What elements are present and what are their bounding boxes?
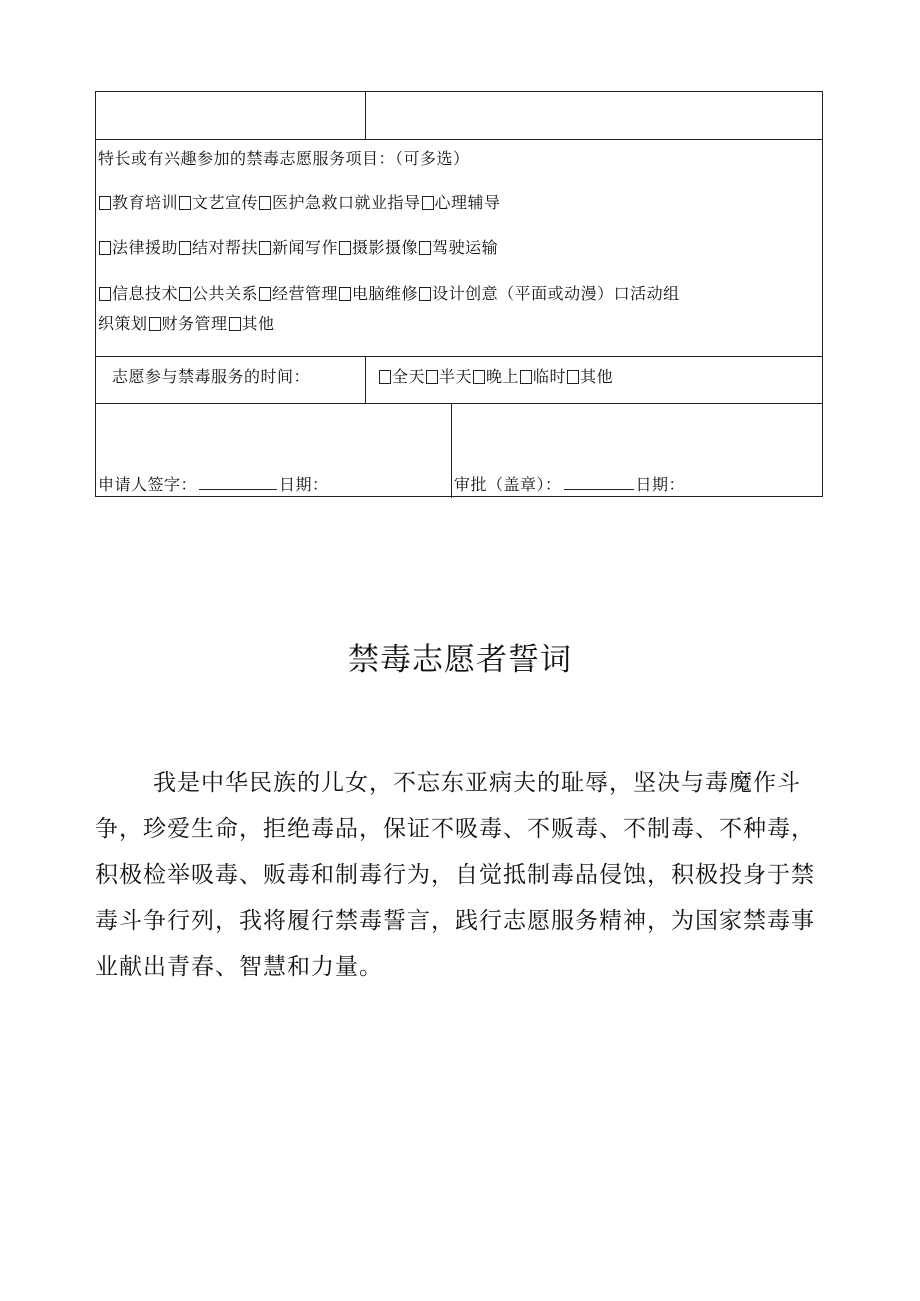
row-divider (96, 139, 822, 140)
option-label: 教育培训 (112, 193, 179, 212)
option-label: 财务管理 (161, 314, 228, 333)
checkbox[interactable] (419, 241, 431, 255)
checkbox[interactable] (179, 196, 191, 210)
option-label: 摄影摄像 (352, 238, 419, 257)
application-form-table (95, 91, 823, 497)
oath-title: 禁毒志愿者誓词 (348, 642, 572, 678)
interest-options-row-4 (98, 314, 275, 334)
checkbox[interactable] (179, 287, 191, 301)
option-label: 结对帮扶 (192, 238, 259, 257)
checkbox[interactable] (426, 370, 438, 384)
time-options (378, 367, 613, 387)
approval-date-label: 日期： (635, 475, 686, 494)
option-label: 心理辅导 (434, 193, 501, 212)
applicant-signature-label: 申请人签字： (98, 475, 198, 494)
option-label: 法律援助 (112, 238, 179, 257)
option-label: 医护急救口就业指导 (272, 193, 421, 212)
applicant-signature-field[interactable] (199, 475, 277, 490)
checkbox[interactable] (419, 287, 431, 301)
option-label: 文艺宣传 (192, 193, 259, 212)
checkbox[interactable] (259, 287, 271, 301)
checkbox[interactable] (99, 241, 111, 255)
approval-label: 审批（盖章）： (454, 475, 562, 494)
checkbox[interactable] (520, 370, 532, 384)
approval-line (454, 475, 685, 495)
checkbox[interactable] (339, 287, 351, 301)
checkbox[interactable] (229, 317, 241, 331)
interest-options-row-3 (98, 284, 680, 304)
interest-label: 特长或有兴趣参加的禁毒志愿服务项目：（可多选） (98, 149, 470, 168)
option-label: 经营管理 (272, 284, 339, 303)
checkbox[interactable] (99, 196, 111, 210)
option-label: 临时 (533, 367, 567, 386)
checkbox[interactable] (259, 196, 271, 210)
checkbox[interactable] (379, 370, 391, 384)
applicant-signature-line (98, 475, 329, 495)
option-label: 其他 (580, 367, 614, 386)
checkbox[interactable] (339, 241, 351, 255)
checkbox[interactable] (259, 241, 271, 255)
checkbox[interactable] (473, 370, 485, 384)
option-label: 驾驶运输 (432, 238, 499, 257)
oath-text: 我是中华民族的儿女，不忘东亚病夫的耻辱，坚决与毒魔作斗争，珍爱生命，拒绝毒品，保证不吸毒、不贩毒、不制毒、不种毒，积极检举吸毒、贩毒和制毒行为，自觉抵制毒品侵蚀，积极投身于禁毒斗争行列，我将履行禁毒誓言，践行志愿服务精神，为国家禁毒事业献出青春、智慧和力量。 (95, 770, 815, 980)
option-label: 其他 (241, 314, 275, 333)
checkbox[interactable] (149, 317, 161, 331)
interest-options-row-2 (98, 238, 498, 258)
applicant-date-label: 日期： (279, 475, 329, 494)
cell-divider (365, 356, 366, 403)
row-divider (96, 403, 822, 404)
cell-divider (451, 403, 452, 498)
option-label: 设计创意（平面或动漫）口活动组 (432, 284, 680, 303)
checkbox[interactable] (99, 287, 111, 301)
interest-options-row-1 (98, 193, 501, 213)
cell-divider (365, 92, 366, 139)
option-label: 全天 (392, 367, 426, 386)
option-label: 公共关系 (192, 284, 259, 303)
option-label: 新闻写作 (272, 238, 339, 257)
option-label: 信息技术 (112, 284, 179, 303)
option-label: 半天 (439, 367, 473, 386)
option-label: 织策划 (98, 314, 148, 333)
checkbox[interactable] (422, 196, 434, 210)
checkbox[interactable] (179, 241, 191, 255)
option-label: 晚上 (486, 367, 520, 386)
row-divider (96, 356, 822, 357)
checkbox[interactable] (567, 370, 579, 384)
time-label: 志愿参与禁毒服务的时间： (112, 367, 311, 386)
approval-signature-field[interactable] (564, 475, 634, 490)
option-label: 电脑维修 (352, 284, 419, 303)
